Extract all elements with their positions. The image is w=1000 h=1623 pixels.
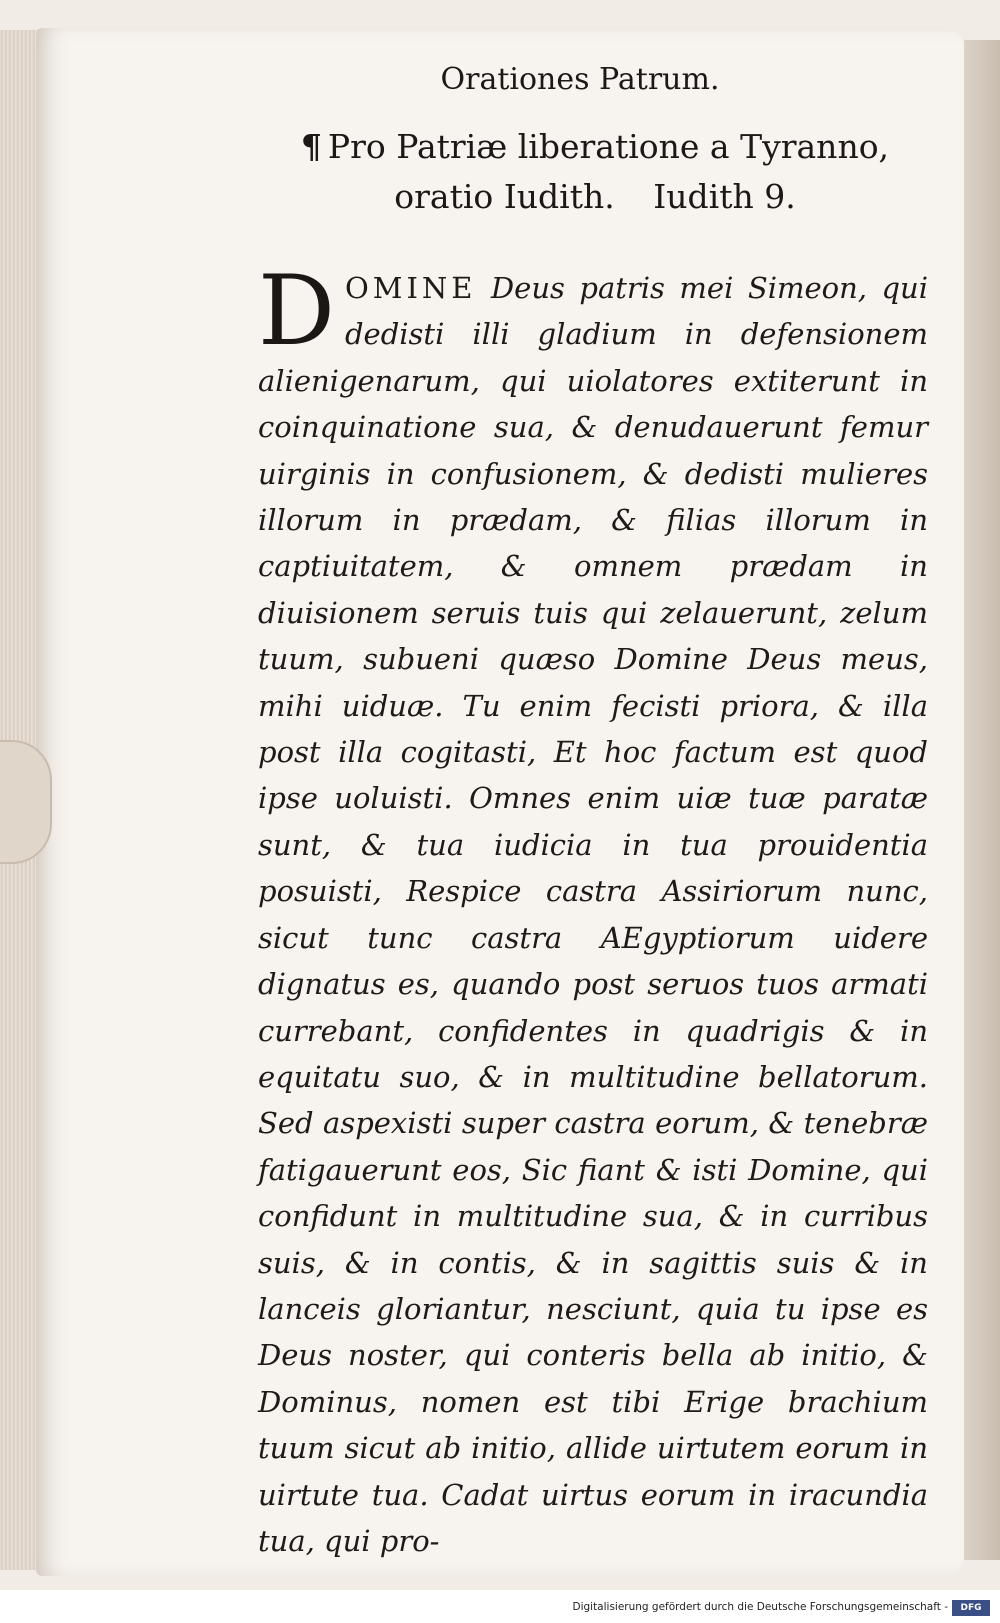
funding-credit: Digitalisierung gefördert durch die Deutsche Forschungsgemeinschaft - bbox=[572, 1601, 948, 1613]
pilcrow-icon: ¶ bbox=[300, 127, 322, 166]
book-clasp bbox=[0, 740, 52, 864]
prayer-text: Deus patris mei Simeon, qui dedisti illi gladium in defensionem alienigenarum, qui uiolatores extiterunt in coinquinatione sua, & denudauerunt femur uirginis in confusionem, & dedisti mulieres illorum in prædam, & filias illorum in captiuitatem, & omnem prædam in diuisionem seruis tuis qui zelauerunt, zelum tuum, subueni quæso Domine Deus meus, mihi uiduæ. Tu enim fecisti priora, & illa post illa cogitasti, Et hoc factum est quod ipse uoluisti. Omnes enim uiæ tuæ paratæ sunt, & tua iudicia in tua prouidentia posuisti, Respice castra Assiriorum nunc, sicut tunc castra AEgyptiorum uidere dignatus es, quando post seruos tuos armati currebant, confidentes in quadrigis & in equitatu suo, & in multitudine bellatorum. Sed aspexisti super castra eorum, & tenebræ fatigauerunt eos, Sic fiant & isti Domine, qui confidunt in multitudine sua, & in curribus suis, & in contis, & in sagittis suis & in lanceis gloriantur, nesciunt, quia tu ipse es Deus noster, qui conteris bella ab initio, & Dominus, nomen est tibi Erige brachium tuum sicut ab initio, allide uirtutem eorum in uirtute tua. Cadat uirtus eorum in iracundia tua, qui pro- bbox=[258, 271, 928, 1558]
footer-bar bbox=[0, 1596, 1000, 1623]
dfg-logo: DFG bbox=[952, 1600, 990, 1616]
section-title bbox=[290, 122, 900, 222]
title-line-1: ¶ Pro Patriæ liberatione a Tyranno, bbox=[300, 127, 890, 166]
right-page-edges bbox=[964, 40, 1000, 1560]
title-line-2 bbox=[290, 172, 900, 222]
running-head: Orationes Patrum. bbox=[440, 62, 720, 97]
drop-cap: D bbox=[258, 255, 335, 367]
first-word: OMINE bbox=[344, 271, 477, 305]
title-reference: Iudith 9. bbox=[653, 177, 796, 216]
title-oratio: oratio Iudith. bbox=[394, 177, 615, 216]
body-text bbox=[258, 255, 928, 1564]
